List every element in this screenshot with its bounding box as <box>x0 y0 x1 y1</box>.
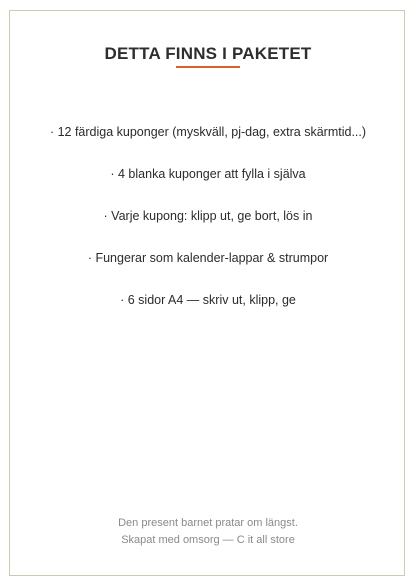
list-item: · 6 sidor A4 — skriv ut, klipp, ge <box>120 293 296 307</box>
contents-list <box>0 124 416 334</box>
list-item: · Fungerar som kalender-lappar & strumpor <box>87 251 329 265</box>
list-item: · Varje kupong: klipp ut, ge bort, lös in <box>103 209 313 223</box>
list-item: · 4 blanka kuponger att fylla i själva <box>110 167 306 181</box>
footer-tagline: Den present barnet pratar om längst. <box>118 517 298 529</box>
page-title: DETTA FINNS I PAKETET <box>104 44 312 63</box>
title-underline <box>176 66 240 68</box>
footer <box>0 515 416 549</box>
list-item: · 12 färdiga kuponger (myskväll, pj-dag, extra skärmtid...) <box>49 125 367 139</box>
footer-credit: Skapat med omsorg — C it all store <box>121 534 295 546</box>
